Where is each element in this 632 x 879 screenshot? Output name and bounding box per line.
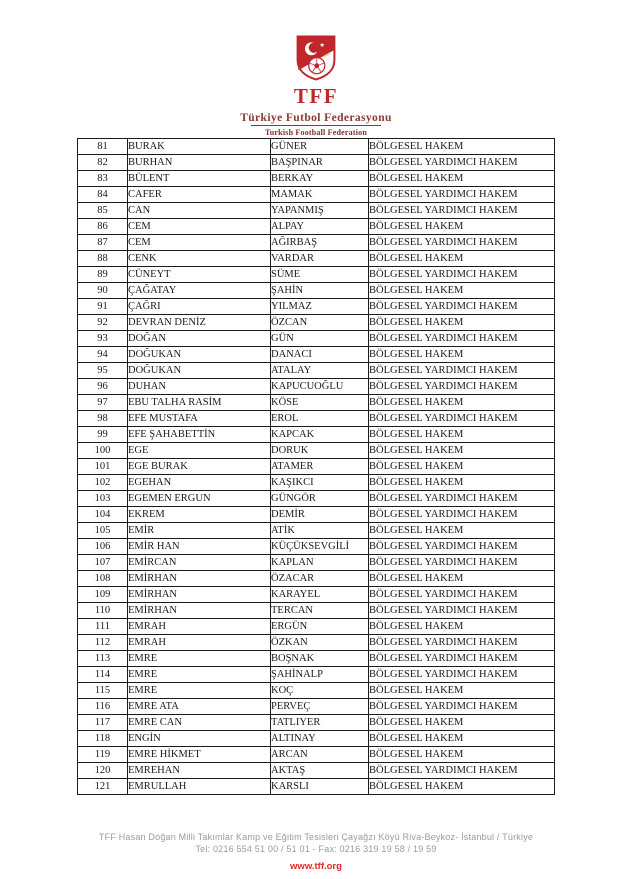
first-name-cell: EGE BURAK — [128, 459, 271, 475]
first-name-cell: EGEHAN — [128, 475, 271, 491]
last-name-cell: KÜÇÜKSEVGİLİ — [271, 539, 369, 555]
role-cell: BÖLGESEL YARDIMCI HAKEM — [369, 299, 555, 315]
table-row — [78, 427, 555, 443]
last-name-cell: ÖZKAN — [271, 635, 369, 651]
footer-address: TFF Hasan Doğan Milli Takımlar Kamp ve Eğitim Tesisleri Çayağzı Köyü Riva-Beykoz- İstanbul / Türkiye — [98, 832, 534, 842]
svg-text:★: ★ — [319, 41, 325, 49]
crest-year-label: 1923 — [322, 51, 332, 59]
role-cell: BÖLGESEL HAKEM — [369, 619, 555, 635]
last-name-cell: DORUK — [271, 443, 369, 459]
first-name-cell: DOĞAN — [128, 331, 271, 347]
last-name-cell: ATAMER — [271, 459, 369, 475]
last-name-cell: ERGÜN — [271, 619, 369, 635]
role-cell: BÖLGESEL YARDIMCI HAKEM — [369, 187, 555, 203]
role-cell: BÖLGESEL HAKEM — [369, 219, 555, 235]
row-number-cell: 96 — [78, 379, 128, 395]
table-row — [78, 235, 555, 251]
role-cell: BÖLGESEL HAKEM — [369, 571, 555, 587]
last-name-cell: ATİK — [271, 523, 369, 539]
footer-phone: Tel: 0216 554 51 00 / 51 01 - Fax: 0216 319 19 58 / 19 59 — [195, 844, 437, 854]
row-number-cell: 84 — [78, 187, 128, 203]
last-name-cell: EROL — [271, 411, 369, 427]
row-number-cell: 113 — [78, 651, 128, 667]
first-name-cell: EMİR — [128, 523, 271, 539]
last-name-cell: TATLIYER — [271, 715, 369, 731]
role-cell: BÖLGESEL YARDIMCI HAKEM — [369, 507, 555, 523]
role-cell: BÖLGESEL YARDIMCI HAKEM — [369, 699, 555, 715]
table-row — [78, 587, 555, 603]
first-name-cell: EMRE CAN — [128, 715, 271, 731]
row-number-cell: 86 — [78, 219, 128, 235]
last-name-cell: AKTAŞ — [271, 763, 369, 779]
row-number-cell: 120 — [78, 763, 128, 779]
table-row — [78, 539, 555, 555]
row-number-cell: 94 — [78, 347, 128, 363]
row-number-cell: 83 — [78, 171, 128, 187]
last-name-cell: GÜNER — [271, 139, 369, 155]
last-name-cell: ÖZACAR — [271, 571, 369, 587]
table-row — [78, 571, 555, 587]
last-name-cell: BOŞNAK — [271, 651, 369, 667]
role-cell: BÖLGESEL YARDIMCI HAKEM — [369, 555, 555, 571]
table-row — [78, 555, 555, 571]
row-number-cell: 106 — [78, 539, 128, 555]
role-cell: BÖLGESEL YARDIMCI HAKEM — [369, 267, 555, 283]
row-number-cell: 88 — [78, 251, 128, 267]
table-row — [78, 475, 555, 491]
last-name-cell: KOÇ — [271, 683, 369, 699]
row-number-cell: 112 — [78, 635, 128, 651]
role-cell: BÖLGESEL YARDIMCI HAKEM — [369, 587, 555, 603]
row-number-cell: 101 — [78, 459, 128, 475]
first-name-cell: EMREHAN — [128, 763, 271, 779]
first-name-cell: EKREM — [128, 507, 271, 523]
last-name-cell: KAPLAN — [271, 555, 369, 571]
row-number-cell: 85 — [78, 203, 128, 219]
first-name-cell: EFE ŞAHABETTİN — [128, 427, 271, 443]
role-cell: BÖLGESEL HAKEM — [369, 395, 555, 411]
header-divider-rule — [251, 125, 381, 126]
last-name-cell: ŞAHİN — [271, 283, 369, 299]
role-cell: BÖLGESEL HAKEM — [369, 251, 555, 267]
role-cell: BÖLGESEL YARDIMCI HAKEM — [369, 635, 555, 651]
role-cell: BÖLGESEL YARDIMCI HAKEM — [369, 155, 555, 171]
first-name-cell: EMİR HAN — [128, 539, 271, 555]
last-name-cell: ÖZCAN — [271, 315, 369, 331]
row-number-cell: 104 — [78, 507, 128, 523]
row-number-cell: 82 — [78, 155, 128, 171]
first-name-cell: EMİRHAN — [128, 603, 271, 619]
table-row — [78, 651, 555, 667]
last-name-cell: SÜME — [271, 267, 369, 283]
first-name-cell: BURAK — [128, 139, 271, 155]
first-name-cell: DEVRAN DENİZ — [128, 315, 271, 331]
role-cell: BÖLGESEL YARDIMCI HAKEM — [369, 651, 555, 667]
role-cell: BÖLGESEL HAKEM — [369, 747, 555, 763]
last-name-cell: KAPUCUOĞLU — [271, 379, 369, 395]
role-cell: BÖLGESEL YARDIMCI HAKEM — [369, 763, 555, 779]
table-row — [78, 155, 555, 171]
row-number-cell: 99 — [78, 427, 128, 443]
last-name-cell: KARAYEL — [271, 587, 369, 603]
row-number-cell: 102 — [78, 475, 128, 491]
role-cell: BÖLGESEL HAKEM — [369, 683, 555, 699]
role-cell: BÖLGESEL YARDIMCI HAKEM — [369, 491, 555, 507]
first-name-cell: EBU TALHA RASİM — [128, 395, 271, 411]
last-name-cell: ALPAY — [271, 219, 369, 235]
table-row — [78, 603, 555, 619]
tff-header — [0, 34, 632, 139]
first-name-cell: EMİRHAN — [128, 571, 271, 587]
table-row — [78, 779, 555, 795]
row-number-cell: 109 — [78, 587, 128, 603]
row-number-cell: 116 — [78, 699, 128, 715]
row-number-cell: 117 — [78, 715, 128, 731]
role-cell: BÖLGESEL HAKEM — [369, 315, 555, 331]
tff-crest-logo — [293, 34, 339, 82]
role-cell: BÖLGESEL HAKEM — [369, 283, 555, 299]
row-number-cell: 103 — [78, 491, 128, 507]
first-name-cell: CAN — [128, 203, 271, 219]
role-cell: BÖLGESEL HAKEM — [369, 523, 555, 539]
table-row — [78, 395, 555, 411]
row-number-cell: 115 — [78, 683, 128, 699]
first-name-cell: EMRE — [128, 651, 271, 667]
role-cell: BÖLGESEL YARDIMCI HAKEM — [369, 331, 555, 347]
first-name-cell: EGEMEN ERGUN — [128, 491, 271, 507]
last-name-cell: KAŞIKCI — [271, 475, 369, 491]
table-row — [78, 763, 555, 779]
row-number-cell: 105 — [78, 523, 128, 539]
row-number-cell: 121 — [78, 779, 128, 795]
role-cell: BÖLGESEL HAKEM — [369, 731, 555, 747]
last-name-cell: AĞIRBAŞ — [271, 235, 369, 251]
table-row — [78, 171, 555, 187]
first-name-cell: CEM — [128, 219, 271, 235]
referee-table-body — [78, 139, 555, 795]
row-number-cell: 114 — [78, 667, 128, 683]
role-cell: BÖLGESEL HAKEM — [369, 459, 555, 475]
row-number-cell: 89 — [78, 267, 128, 283]
role-cell: BÖLGESEL YARDIMCI HAKEM — [369, 667, 555, 683]
first-name-cell: CÜNEYT — [128, 267, 271, 283]
table-row — [78, 267, 555, 283]
last-name-cell: YILMAZ — [271, 299, 369, 315]
last-name-cell: ATALAY — [271, 363, 369, 379]
table-row — [78, 523, 555, 539]
table-row — [78, 331, 555, 347]
first-name-cell: BURHAN — [128, 155, 271, 171]
table-row — [78, 667, 555, 683]
tff-acronym: TFF — [293, 84, 339, 108]
first-name-cell: DUHAN — [128, 379, 271, 395]
table-row — [78, 411, 555, 427]
first-name-cell: ÇAĞRI — [128, 299, 271, 315]
table-row — [78, 715, 555, 731]
row-number-cell: 97 — [78, 395, 128, 411]
row-number-cell: 81 — [78, 139, 128, 155]
first-name-cell: DOĞUKAN — [128, 347, 271, 363]
first-name-cell: EMRE HİKMET — [128, 747, 271, 763]
row-number-cell: 110 — [78, 603, 128, 619]
role-cell: BÖLGESEL YARDIMCI HAKEM — [369, 203, 555, 219]
row-number-cell: 93 — [78, 331, 128, 347]
first-name-cell: EMRAH — [128, 619, 271, 635]
role-cell: BÖLGESEL YARDIMCI HAKEM — [369, 235, 555, 251]
table-row — [78, 251, 555, 267]
role-cell: BÖLGESEL YARDIMCI HAKEM — [369, 363, 555, 379]
row-number-cell: 111 — [78, 619, 128, 635]
table-row — [78, 379, 555, 395]
last-name-cell: DEMİR — [271, 507, 369, 523]
last-name-cell: ARCAN — [271, 747, 369, 763]
footer-website-link[interactable]: www.tff.org — [290, 861, 342, 872]
last-name-cell: GÜN — [271, 331, 369, 347]
row-number-cell: 92 — [78, 315, 128, 331]
table-row — [78, 219, 555, 235]
last-name-cell: KÖSE — [271, 395, 369, 411]
role-cell: BÖLGESEL YARDIMCI HAKEM — [369, 379, 555, 395]
role-cell: BÖLGESEL HAKEM — [369, 779, 555, 795]
table-row — [78, 363, 555, 379]
last-name-cell: MAMAK — [271, 187, 369, 203]
row-number-cell: 87 — [78, 235, 128, 251]
last-name-cell: BERKAY — [271, 171, 369, 187]
role-cell: BÖLGESEL HAKEM — [369, 443, 555, 459]
first-name-cell: EMRE ATA — [128, 699, 271, 715]
first-name-cell: CAFER — [128, 187, 271, 203]
last-name-cell: BAŞPINAR — [271, 155, 369, 171]
role-cell: BÖLGESEL HAKEM — [369, 171, 555, 187]
last-name-cell: GÜNGÖR — [271, 491, 369, 507]
last-name-cell: PERVEÇ — [271, 699, 369, 715]
table-row — [78, 299, 555, 315]
org-name-english: Turkish Football Federation — [264, 128, 367, 137]
first-name-cell: CEM — [128, 235, 271, 251]
first-name-cell: EMRULLAH — [128, 779, 271, 795]
table-row — [78, 443, 555, 459]
table-row — [78, 491, 555, 507]
first-name-cell: ENGİN — [128, 731, 271, 747]
first-name-cell: EMİRCAN — [128, 555, 271, 571]
role-cell: BÖLGESEL HAKEM — [369, 475, 555, 491]
last-name-cell: ALTINAY — [271, 731, 369, 747]
last-name-cell: DANACI — [271, 347, 369, 363]
first-name-cell: CENK — [128, 251, 271, 267]
page-footer — [0, 831, 632, 874]
table-row — [78, 139, 555, 155]
table-row — [78, 203, 555, 219]
table-row — [78, 635, 555, 651]
row-number-cell: 107 — [78, 555, 128, 571]
first-name-cell: ÇAĞATAY — [128, 283, 271, 299]
first-name-cell: EGE — [128, 443, 271, 459]
last-name-cell: KAPCAK — [271, 427, 369, 443]
role-cell: BÖLGESEL HAKEM — [369, 715, 555, 731]
table-row — [78, 283, 555, 299]
row-number-cell: 95 — [78, 363, 128, 379]
role-cell: BÖLGESEL YARDIMCI HAKEM — [369, 603, 555, 619]
table-row — [78, 507, 555, 523]
table-row — [78, 699, 555, 715]
last-name-cell: ŞAHİNALP — [271, 667, 369, 683]
row-number-cell: 91 — [78, 299, 128, 315]
table-row — [78, 347, 555, 363]
first-name-cell: BÜLENT — [128, 171, 271, 187]
table-row — [78, 187, 555, 203]
last-name-cell: KARSLI — [271, 779, 369, 795]
table-row — [78, 731, 555, 747]
role-cell: BÖLGESEL HAKEM — [369, 139, 555, 155]
first-name-cell: EMRE — [128, 683, 271, 699]
last-name-cell: YAPANMIŞ — [271, 203, 369, 219]
role-cell: BÖLGESEL YARDIMCI HAKEM — [369, 539, 555, 555]
first-name-cell: EFE MUSTAFA — [128, 411, 271, 427]
role-cell: BÖLGESEL HAKEM — [369, 427, 555, 443]
first-name-cell: DOĞUKAN — [128, 363, 271, 379]
row-number-cell: 90 — [78, 283, 128, 299]
first-name-cell: EMRE — [128, 667, 271, 683]
table-row — [78, 747, 555, 763]
role-cell: BÖLGESEL YARDIMCI HAKEM — [369, 411, 555, 427]
first-name-cell: EMİRHAN — [128, 587, 271, 603]
org-name-turkish: Türkiye Futbol Federasyonu — [240, 112, 392, 124]
table-row — [78, 315, 555, 331]
last-name-cell: VARDAR — [271, 251, 369, 267]
row-number-cell: 119 — [78, 747, 128, 763]
role-cell: BÖLGESEL HAKEM — [369, 347, 555, 363]
row-number-cell: 108 — [78, 571, 128, 587]
first-name-cell: EMRAH — [128, 635, 271, 651]
table-row — [78, 459, 555, 475]
row-number-cell: 100 — [78, 443, 128, 459]
row-number-cell: 118 — [78, 731, 128, 747]
row-number-cell: 98 — [78, 411, 128, 427]
table-row — [78, 683, 555, 699]
table-row — [78, 619, 555, 635]
referee-table — [77, 138, 555, 795]
last-name-cell: TERCAN — [271, 603, 369, 619]
